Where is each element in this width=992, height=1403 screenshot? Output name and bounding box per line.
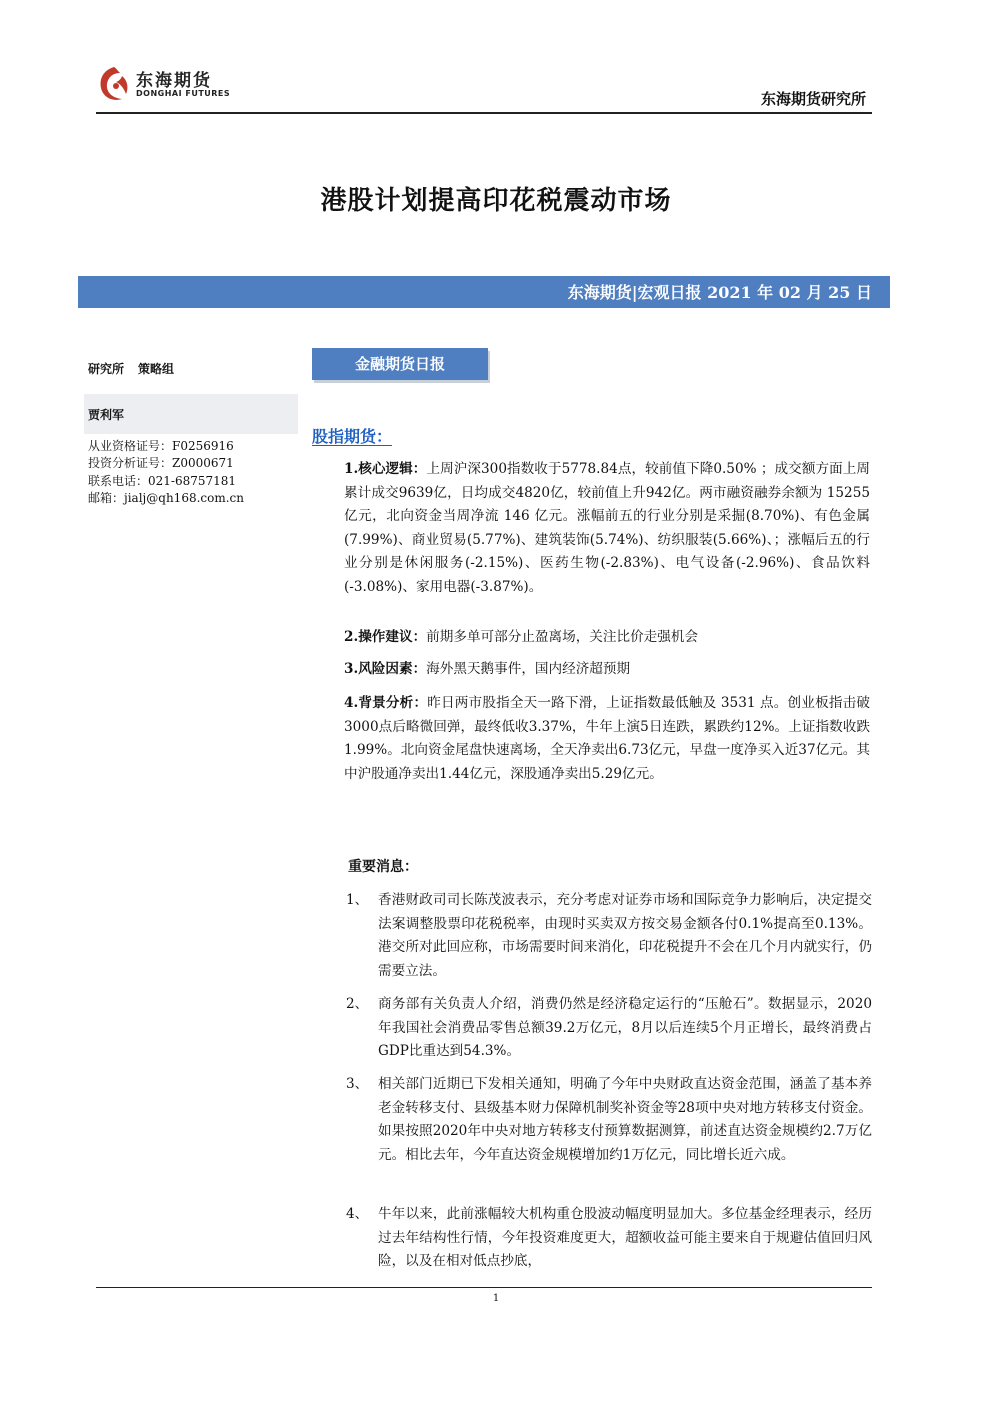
sidebar-team <box>88 360 174 377</box>
contact-email: 邮箱：jialj@qh168.com.cn <box>88 490 244 505</box>
paragraph-text: 上周沪深300指数收于5778.84点，较前值下降0.50% ；成交额方面上周累计成交9639亿，日均成交4820亿，较前值上升942亿。两市融资融券余额为 15255 亿元，北向资金当周净流 146 亿元。涨幅前五的行业分别是采掘(8.70%)、有色金属(7.99%)、商业贸易(5.77%)、建筑装饰(5.74%)、纺织服装(5.66%)、；涨幅后五的行业分别是休闲服务(-2.15%)、医药生物(-2.83%)、电气设备(-2.96%)、食品饮料(-3.08%)、家用电器(-3.87%)。 <box>344 461 870 595</box>
footer-divider <box>96 1287 872 1288</box>
logo-chinese-name: 东海期货 <box>136 71 212 91</box>
paragraph-risk-factors <box>344 658 870 682</box>
donghai-logo-icon <box>96 64 132 104</box>
news-text: 牛年以来，此前涨幅较大机构重仓股波动幅度明显加大。多位基金经理表示，经历过去年结构性行情，今年投资难度更大，超额收益可能主要来自于规避估值回归风险，以及在相对低点抄底， <box>378 1206 872 1270</box>
section-title-index-futures: 股指期货： <box>312 427 393 446</box>
report-title: 港股计划提高印花税震动市场 <box>320 186 672 216</box>
qualification-number: 从业资格证号：F0256916 <box>88 439 234 453</box>
analyst-contact-info <box>88 438 244 507</box>
news-text: 相关部门近期已下发相关通知，明确了今年中央财政直达资金范围，涵盖了基本养老金转移支付、县级基本财力保障机制奖补资金等28项中央对地方转移支付资金。如果按照2020年中央对地方转移支付预算数据测算，前述直达资金规模约2.7万亿元。相比去年，今年直达资金规模增加约1万亿元，同比增长近六成。 <box>378 1076 872 1163</box>
sidebar-group: 策略组 <box>138 362 175 376</box>
analyst-name: 贾利军 <box>88 408 125 422</box>
report-type-tag: 金融期货日报 <box>312 348 488 380</box>
paragraph-label: 1.核心逻辑： <box>344 461 427 477</box>
news-number: 1、 <box>346 892 369 908</box>
news-item <box>346 1203 872 1274</box>
page-number: 1 <box>492 1293 500 1304</box>
news-section-title: 重要消息： <box>348 859 418 875</box>
date-banner: 东海期货|宏观日报 2021 年 02 月 25 日 <box>78 276 890 308</box>
paragraph-label: 4.背景分析： <box>344 695 428 711</box>
logo-english-name: DONGHAI FUTURES <box>136 89 231 98</box>
paragraph-operation-advice <box>344 626 870 650</box>
news-number: 3、 <box>346 1076 369 1092</box>
paragraph-core-logic <box>344 458 870 600</box>
paragraph-text: 昨日两市股指全天一路下滑，上证指数最低触及 3531 点。创业板指击破3000点后略微回弹，最终低收3.37%，牛年上演5日连跌，累跌约12%。上证指数收跌1.99%。北向资金尾盘快速离场，全天净卖出6.73亿元，早盘一度净买入近37亿元。其中沪股通净卖出1.44亿元，深股通净卖出5.29亿元。 <box>344 695 870 782</box>
paragraph-label: 3.风险因素： <box>344 661 427 677</box>
news-number: 4、 <box>346 1206 369 1222</box>
paragraph-text: 前期多单可部分止盈离场，关注比价走强机会 <box>426 629 699 645</box>
news-item <box>346 889 872 983</box>
company-logo <box>96 64 236 108</box>
news-text: 香港财政司司长陈茂波表示，充分考虑对证券市场和国际竞争力影响后，决定提交法案调整股票印花税税率，由现时买卖双方按交易金额各付0.1%提高至0.13%。港交所对此回应称，市场需要时间来消化，印花税提升不会在几个月内就实行，仍需要立法。 <box>378 892 872 979</box>
news-number: 2、 <box>346 996 369 1012</box>
news-item <box>346 1073 872 1167</box>
news-text: 商务部有关负责人介绍，消费仍然是经济稳定运行的“压舱石”。数据显示，2020年我国社会消费品零售总额39.2万亿元，8月以后连续5个月正增长，最终消费占GDP比重达到54.3%。 <box>378 996 872 1060</box>
header-divider <box>96 112 872 114</box>
paragraph-label: 2.操作建议： <box>344 629 427 645</box>
header-institute-name: 东海期货研究所 <box>760 90 866 108</box>
analysis-certificate-number: 投资分析证号：Z0000671 <box>88 456 234 471</box>
paragraph-background-analysis <box>344 692 870 786</box>
news-item <box>346 993 872 1064</box>
paragraph-text: 海外黑天鹅事件，国内经济超预期 <box>426 661 631 677</box>
contact-phone: 联系电话：021-68757181 <box>88 473 237 488</box>
sidebar-dept: 研究所 <box>88 362 125 376</box>
